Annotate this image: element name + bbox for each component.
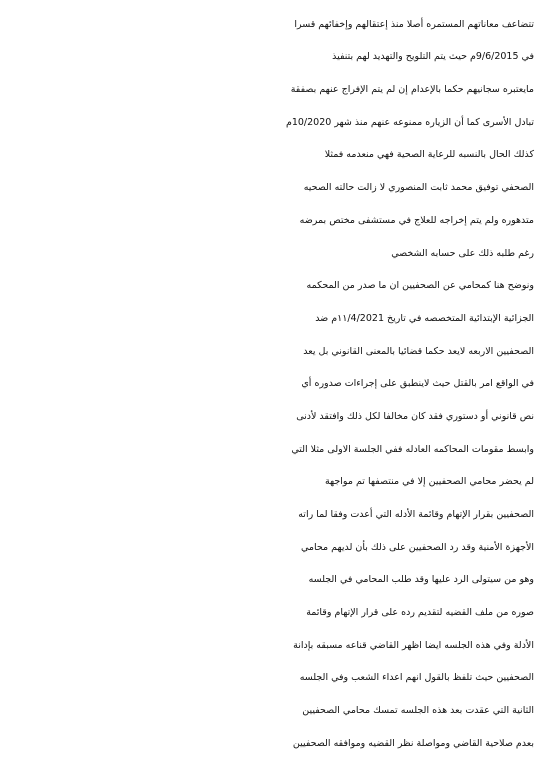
text-line: مايعتبره سجانيهم حكما بالإعدام إن لم يتم الإفراج عنهم بصفقة — [290, 84, 534, 96]
text-line — [0, 0, 540, 9]
text-line: الصحفيين حيث تلفظ بالقول انهم اعداء الشعب وفي الجلسه — [299, 672, 534, 684]
text-line: الجزائية الإبتدائية المتخصصه في تاريخ ١١/4/2021م ضد — [315, 312, 534, 324]
text-line: الثانية التي عقدت بعد هذه الجلسه تمسك محامي الصحفيين — [302, 705, 534, 717]
text-line: بعدم صلاحية القاضي ومواصلة نظر القضيه وموافقه الصحفيين — [292, 737, 534, 749]
text-line: ونوضح هنا كمحامي عن الصحفيين ان ما صدر من المحكمه — [306, 280, 534, 292]
text-line: كذلك الحال بالنسبه للرعاية الصحية فهي منعدمه فمثلا — [324, 149, 534, 161]
text-line: لم يحضر محامي الصحفيين إلا في منتصفها تم مواجهة — [324, 476, 534, 488]
text-line: الصحفيين بقرار الإتهام وقائمة الأدله التي أعدت وفقا لما راته — [298, 509, 534, 520]
text-line: الأدلة وفي هذه الجلسه ايضا اظهر القاضي قناعه مسبقه بإدانة — [293, 639, 534, 651]
text-line: الأجهزة الأمنية وقد رد الصحفيين على ذلك بأن لديهم محامي — [300, 541, 534, 553]
text-line: وهو من سيتولى الرد عليها وقد طلب المحامي في الجلسه — [308, 574, 534, 586]
text-line: في 9/6/2015م حيث يتم التلويح والتهديد لهم بتنفيذ — [332, 51, 534, 63]
text-line: وابسط مقومات المحاكمه العادله ففي الجلسة الاولى مثلا التي — [291, 443, 534, 455]
text-line: في الواقع امر بالقتل حيث لاينطبق على إجراءات صدوره أي — [301, 378, 534, 390]
text-line: الصحفي توفيق محمد ثابت المنصوري لا زالت حالته الصحيه — [303, 182, 534, 194]
text-line: تتضاعف معاناتهم المستمره أصلا منذ إعتقالهم وإخفائهم قسرا — [294, 18, 534, 30]
text-line: صوره من ملف القضيه لتقديم رده على قرار الإتهام وقائمة — [306, 607, 534, 619]
text-line: متدهوره ولم يتم إخراجه للعلاج في مستشفى مختص بمرضه — [299, 214, 534, 226]
text-line: الصحفيين الاربعه لايعد حكما قضائيا بالمعنى القانوني بل يعد — [303, 345, 534, 357]
text-line: تبادل الأسرى كما أن الزياره ممنوعه عنهم منذ شهر 10/2020م — [285, 116, 534, 128]
text-line: رغم طلبه ذلك على حسابه الشخصي — [391, 247, 534, 259]
text-line: نص قانوني أو دستوري فقد كان مخالفا لكل ذلك وافتقد لأدنى — [296, 410, 534, 422]
